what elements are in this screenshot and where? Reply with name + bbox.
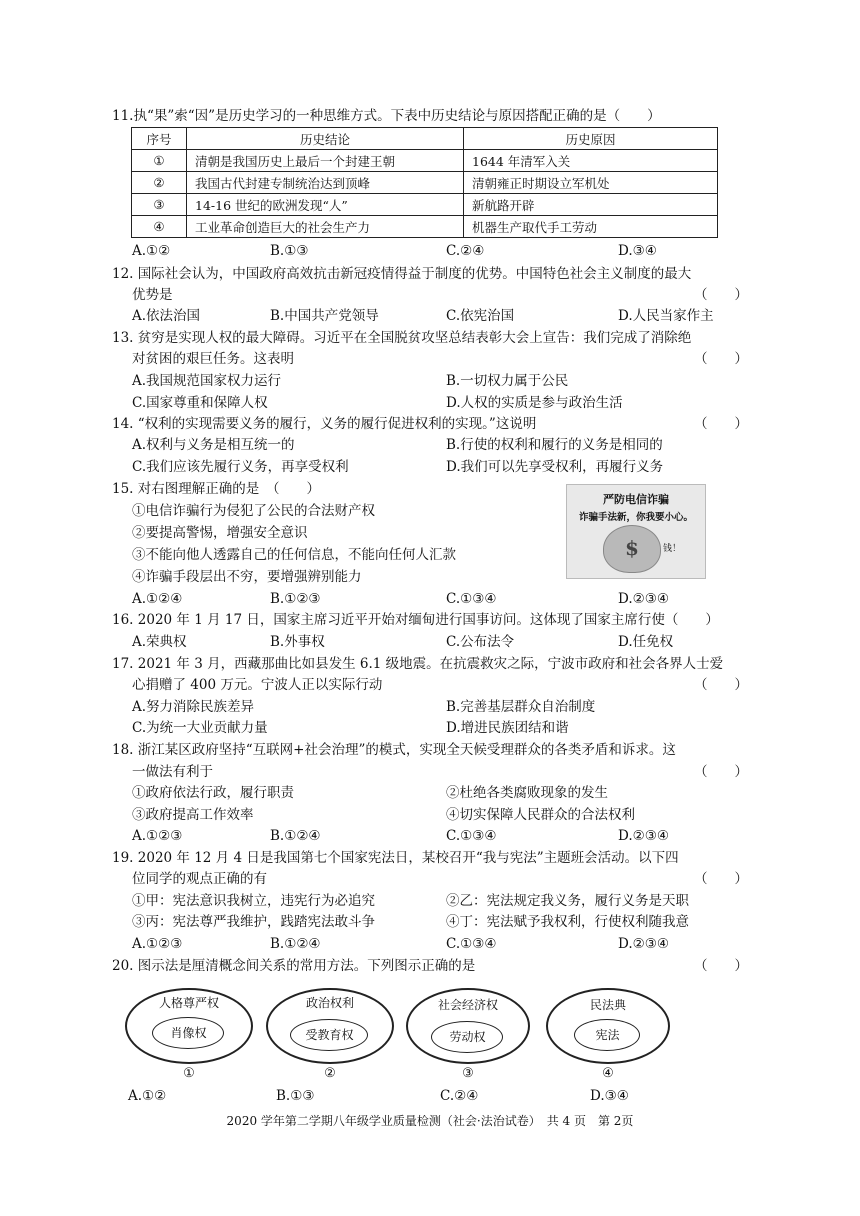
q19-option-d: D.②③④ [618,936,669,952]
q18-option-c: C.①③④ [446,828,497,844]
table-cell: ① [132,150,187,172]
q11-option-c: C.②④ [446,243,485,259]
q14-option-b: B.行使的权利和履行的义务是相同的 [446,437,663,453]
q19-item-4: ④丁：宪法赋予我权利，行使权利随我意 [446,914,689,930]
q14-line1: 14. “权利的实现需要义务的履行，义务的履行促进权利的实现。”这说明 [112,416,537,432]
q19-item-1: ①甲：宪法意识我树立，违宪行为必追究 [132,893,375,909]
q13-option-a: A.我国规范国家权力运行 [132,373,282,389]
q13-paren: （ ） [694,351,748,367]
q18-line2: 一做法有利于 [132,764,213,780]
table-header: 历史结论 [187,128,464,150]
table-header-row [132,128,718,150]
q12-line1: 12. 国际社会认为，中国政府高效抗击新冠疫情得益于制度的优势。中国特色社会主义制度的最大 [112,266,692,282]
venn-number: ③ [462,1066,474,1081]
q15-option-d: D.②③④ [618,591,669,607]
q18-option-d: D.②③④ [618,828,669,844]
q15-item-3: ③不能向他人透露自己的任何信息，不能向任何人汇款 [132,547,456,563]
q18-item-1: ①政府依法行政，履行职责 [132,785,294,801]
q18-item-2: ②杜绝各类腐败现象的发生 [446,785,608,801]
table-header: 序号 [132,128,187,150]
q11-stem: 11.执“果”索“因”是历史学习的一种思维方式。下表中历史结论与原因搭配正确的是（ ） [112,108,661,124]
q17-line1: 17. 2021 年 3 月，西藏那曲比如县发生 6.1 级地震。在抗震救灾之际，宁波市政府和社会各界人士爱 [112,656,724,672]
q17-option-a: A.努力消除民族差异 [132,699,255,715]
venn-outer-label: 政治权利 [305,996,354,1010]
table-cell: ② [132,172,187,194]
table-cell: 机器生产取代手工劳动 [464,216,718,238]
money-bag-caption: 钱！ [663,544,682,554]
q19-option-a: A.①②③ [132,936,183,952]
q20-line1: 20. 图示法是厘清概念间关系的常用方法。下列图示正确的是 [112,958,476,974]
q18-line1: 18. 浙江某区政府坚持“互联网+社会治理”的模式，实现全天候受理群众的各类矛盾和诉求。这 [112,742,676,758]
venn-inner-label: 宪法 [595,1028,620,1042]
table-row [132,216,718,238]
venn-outer-label: 社会经济权 [437,998,498,1012]
q15-option-c: C.①③④ [446,591,497,607]
q13-line1: 13. 贫穷是实现人权的最大障碍。习近平在全国脱贫攻坚总结表彰大会上宣告：我们完成了消除绝 [112,330,692,346]
table-row [132,150,718,172]
q20-option-b: B.①③ [276,1088,315,1104]
table-cell: ③ [132,194,187,216]
q12-line2: 优势是 [132,287,173,303]
page-footer: 2020 学年第二学期八年级学业质量检测（社会·法治试卷） 共 4 页 第 2页 [226,1114,634,1128]
q16-option-c: C.公布法令 [446,634,515,650]
q18-paren: （ ） [694,764,748,780]
q19-item-3: ③丙：宪法尊严我维护，践踏宪法敢斗争 [132,914,375,930]
q11-table [131,127,718,238]
venn-number: ① [183,1066,195,1081]
q17-option-b: B.完善基层群众自治制度 [446,699,596,715]
venn-inner-label: 肖像权 [170,1026,207,1040]
q14-option-c: C.我们应该先履行义务，再享受权利 [132,459,349,475]
q12-paren: （ ） [694,287,748,303]
q13-option-d: D.人权的实质是参与政治生活 [446,395,623,411]
venn-number: ④ [602,1066,614,1081]
q15-item-4: ④诈骗手段层出不穷，要增强辨别能力 [132,569,362,585]
q20-option-c: C.②④ [440,1088,479,1104]
q16-option-b: B.外事权 [270,634,325,650]
venn-inner-label: 劳动权 [449,1030,486,1044]
venn-outer-label: 人格尊严权 [158,996,219,1010]
table-cell: 新航路开辟 [464,194,718,216]
q19-line2: 位同学的观点正确的有 [132,871,267,887]
table-cell: 1644 年清军入关 [464,150,718,172]
table-row [132,194,718,216]
table-cell: ④ [132,216,187,238]
q18-option-a: A.①②③ [132,828,183,844]
q12-option-c: C.依宪治国 [446,308,515,324]
venn-outer-label: 民法典 [589,998,626,1012]
table-cell: 清朝雍正时期设立军机处 [464,172,718,194]
q12-option-a: A.依法治国 [132,308,201,324]
q19-option-c: C.①③④ [446,936,497,952]
q19-option-b: B.①②④ [270,936,321,952]
q13-option-c: C.国家尊重和保障人权 [132,395,268,411]
q19-line1: 19. 2020 年 12 月 4 日是我国第七个国家宪法日，某校召开“我与宪法”主题班会活动。以下四 [112,850,679,866]
q11-option-a: A.①② [132,243,171,259]
q13-option-b: B.一切权力属于公民 [446,373,569,389]
table-row [132,172,718,194]
q20-option-a: A.①② [128,1088,167,1104]
table-cell: 我国古代封建专制统治达到顶峰 [187,172,464,194]
q18-item-3: ③政府提高工作效率 [132,807,254,823]
fraud-warning-subtitle: 诈骗手法新，你我要小心。 [578,512,693,523]
q14-paren: （ ） [694,416,748,432]
q12-option-b: B.中国共产党领导 [270,308,379,324]
venn-inner-label: 受教育权 [305,1028,354,1042]
q17-paren: （ ） [694,677,748,693]
q18-option-b: B.①②④ [270,828,321,844]
q15-option-b: B.①②③ [270,591,321,607]
q16-option-d: D.任免权 [618,634,674,650]
fraud-warning-image [566,484,706,579]
table-cell: 工业革命创造巨大的社会生产力 [187,216,464,238]
q15-line1: 15. 对右图理解正确的是 （ ） [112,481,321,497]
q20-option-d: D.③④ [590,1088,629,1104]
table-cell: 14-16 世纪的欧洲发现“人” [187,194,464,216]
q15-item-2: ②要提高警惕，增强安全意识 [132,525,308,541]
q16-option-a: A.荣典权 [132,634,187,650]
q14-option-d: D.我们可以先享受权利，再履行义务 [446,459,664,475]
q17-option-c: C.为统一大业贡献力量 [132,720,268,736]
q19-paren: （ ） [694,871,748,887]
q11-option-b: B.①③ [270,243,309,259]
venn-number: ② [324,1066,336,1081]
fraud-warning-title: 严防电信诈骗 [603,493,669,506]
table-cell: 清朝是我国历史上最后一个封建王朝 [187,150,464,172]
q20-paren: （ ） [694,958,748,974]
q17-option-d: D.增进民族团结和谐 [446,720,569,736]
table-header: 历史原因 [464,128,718,150]
q18-item-4: ④切实保障人民群众的合法权利 [446,807,635,823]
q15-item-1: ①电信诈骗行为侵犯了公民的合法财产权 [132,503,375,519]
q14-option-a: A.权利与义务是相互统一的 [132,437,295,453]
q12-option-d: D.人民当家作主 [618,308,714,324]
q11-option-d: D.③④ [618,243,657,259]
q16-line1: 16. 2020 年 1 月 17 日，国家主席习近平开始对缅甸进行国事访问。这体现了国家主席行使（ ） [112,612,719,628]
q17-line2: 心捐赠了 400 万元。宁波人正以实际行动 [132,677,383,693]
q15-option-a: A.①②④ [132,591,183,607]
q19-item-2: ②乙：宪法规定我义务，履行义务是天职 [446,893,689,909]
money-bag-icon: $ [603,525,661,573]
q13-line2: 对贫困的艰巨任务。这表明 [132,351,294,367]
